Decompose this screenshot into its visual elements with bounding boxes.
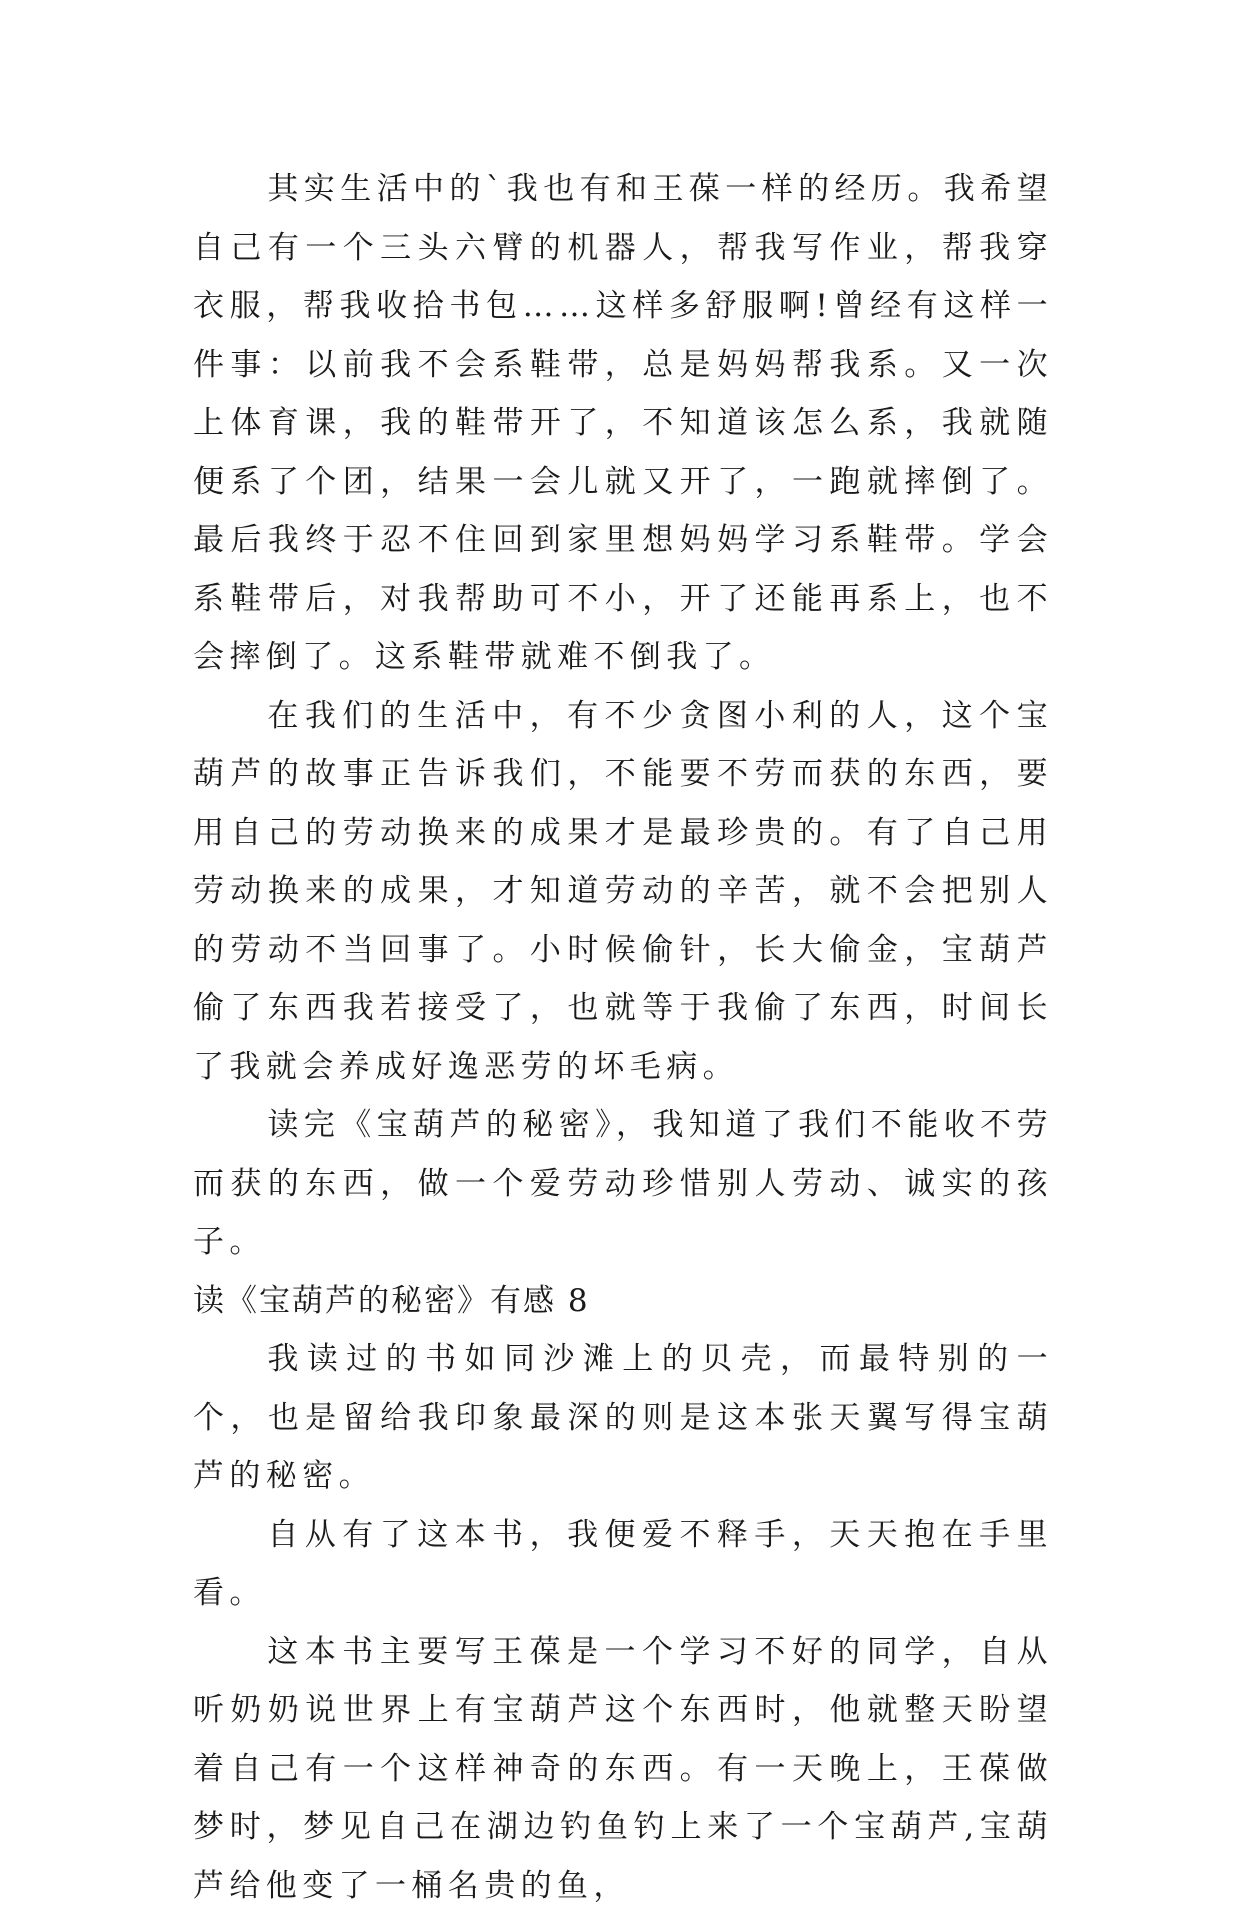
section-heading: 读《宝葫芦的秘密》有感 8 <box>193 1272 1053 1331</box>
paragraph-love-book: 自从有了这本书，我便爱不释手，天天抱在手里看。 <box>193 1506 1053 1623</box>
paragraph-no-free-lunch: 在我们的生活中，有不少贪图小利的人，这个宝葫芦的故事正告诉我们，不能要不劳而获的东西，要用自己的劳动换来的成果才是最珍贵的。有了自己用劳动换来的成果，才知道劳动的辛苦，就不会把别人的劳动不当回事了。小时候偷针，长大偷金，宝葫芦偷了东西我若接受了，也就等于我偷了东西，时间长了我就会养成好逸恶劳的坏毛病。 <box>193 687 1053 1097</box>
paragraph-conclusion: 读完《宝葫芦的秘密》，我知道了我们不能收不劳而获的东西，做一个爱劳动珍惜别人劳动、诚实的孩子。 <box>193 1096 1053 1272</box>
document-page <box>193 160 1053 1915</box>
paragraph-story-summary: 这本书主要写王葆是一个学习不好的同学，自从听奶奶说世界上有宝葫芦这个东西时，他就整天盼望着自己有一个这样神奇的东西。有一天晚上，王葆做梦时，梦见自己在湖边钓鱼钓上来了一个宝葫芦,宝葫芦给他变了一桶名贵的鱼， <box>193 1623 1053 1915</box>
paragraph-shoelace-story: 其实生活中的`我也有和王葆一样的经历。我希望自己有一个三头六臂的机器人，帮我写作业，帮我穿衣服，帮我收拾书包……这样多舒服啊!曾经有这样一件事：以前我不会系鞋带，总是妈妈帮我系。又一次上体育课，我的鞋带开了，不知道该怎么系，我就随便系了个团，结果一会儿就又开了，一跑就摔倒了。最后我终于忍不住回到家里想妈妈学习系鞋带。学会系鞋带后，对我帮助可不小，开了还能再系上，也不会摔倒了。这系鞋带就难不倒我了。 <box>193 160 1053 687</box>
paragraph-book-intro: 我读过的书如同沙滩上的贝壳，而最特别的一个，也是留给我印象最深的则是这本张天翼写得宝葫芦的秘密。 <box>193 1330 1053 1506</box>
